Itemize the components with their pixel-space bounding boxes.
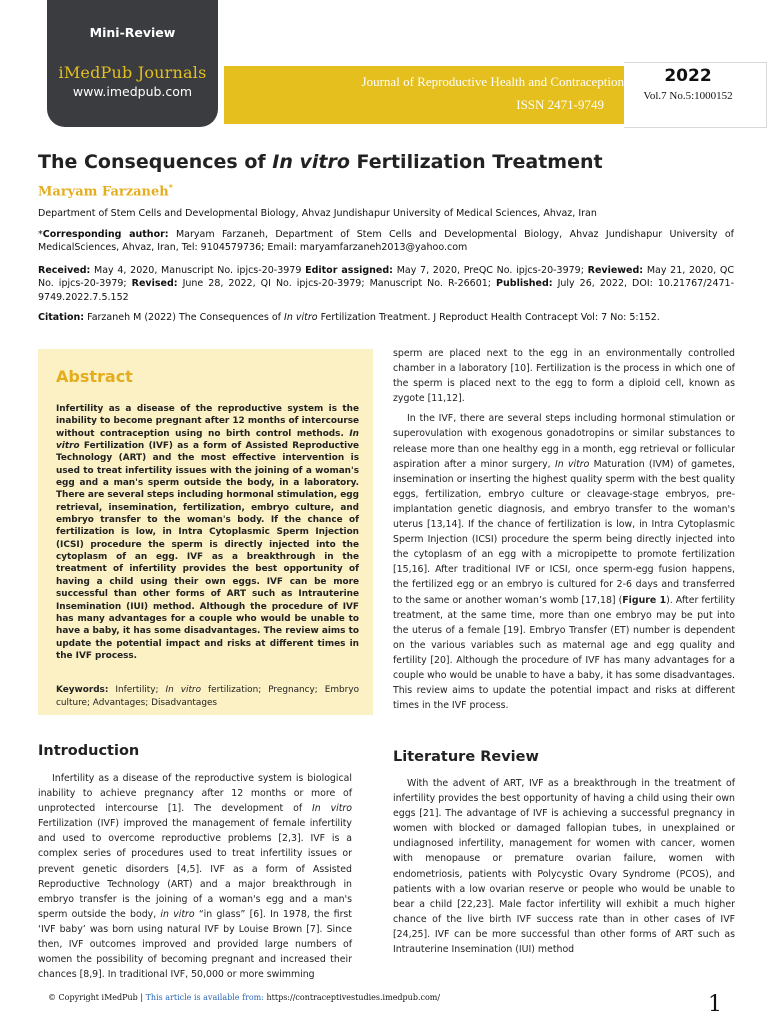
- abstract-heading: Abstract: [56, 367, 133, 386]
- page-number: 1: [708, 992, 722, 1017]
- journal-name: Journal of Reproductive Health and Contraception: [361, 74, 624, 89]
- author-name: Maryam Farzaneh*: [38, 182, 173, 200]
- footer-url-link[interactable]: https://contraceptivestudies.imedpub.com/: [263, 993, 441, 1002]
- availability-label: This article is available from:: [145, 993, 264, 1002]
- issn: ISSN 2471-9749: [516, 97, 604, 112]
- citation: Citation: Farzaneh M (2022) The Consequences of In vitro Fertilization Treatment. J Reproduct Health Contracept Vol: 7 No: 5:152.: [38, 312, 660, 323]
- literature-review-paragraph: With the advent of ART, IVF as a breakthrough in the treatment of infertility provides the best opportunity of having a child using their own eggs [21]. The advantage of IVF is achieving a successful pregnancy in women with blocked or damaged fallopian tubes, in unexplained or undiagnosed infertility, management for women with cancer, women with menopause or premature ovarian failure, women with endometriosis, patients with Polycystic Ovary Syndrome (PCOS), and patients with a low ovarian reserve or people who would be unable to bear a child [22,23]. Male factor infertility will exhibit a much higher chance of the live birth IVF success rate than in other cases of IVF [24,25]. IVF can be more successful than other forms of ART such as Intrauterine Insemination (IUI) method: [393, 778, 735, 956]
- right-column-text: [393, 346, 735, 713]
- copyright: © Copyright iMedPub: [48, 993, 138, 1002]
- introduction-heading: Introduction: [38, 743, 140, 759]
- volume-number: Vol.7 No.5:1000152: [643, 90, 733, 102]
- figure-1-link[interactable]: Figure 1: [622, 594, 667, 606]
- corresponding-author: *Corresponding author: Maryam Farzaneh, Department of Stem Cells and Developmental Biology, Ahvaz Jundishapur University of MedicalSciences, Ahvaz, Iran, Tel: 9104579736; Email: maryamfarzaneh2013@yahoo.com: [38, 229, 734, 254]
- paragraph-ivf-steps: In the IVF, there are several steps including hormonal stimulation or superovulation with exogenous gonadotropins or similar substances to release more than one healthy egg in a month, egg retrieval or follicular aspiration after a minor surgery, In vitro Maturation (IVM) of gametes, insemination or inserting the highest quality sperm with the best quality eggs, fertilization, embryo culture or cleavage-stage embryos, pre-implantation genetic diagnosis, and embryo transfer to the woman's uterus [13,14]. If the chance of fertilization is low, in Intra Cytoplasmic Sperm Injection (ICSI) procedure the sperm being directly injected into the cytoplasm of an egg with a micropipette to promote fertilization [15,16]. After traditional IVF or ICSI, once sperm-egg fusion happens, the fertilized egg or an embryo is cultured for 2-6 days and transferred to the same or another woman’s womb [17,18] (Figure 1). After fertility treatment, at the same time, more than one embryo may be put into the uterus of a female [19]. Embryo Transfer (ET) number is dependent on the various variables such as maternal age and egg quality and fertility [20]. Although the procedure of IVF has many advantages for a couple who would be unable to have a baby, it has some disadvantages. This review aims to update the potential impact and risks at different times in the IVF process.: [393, 413, 736, 712]
- literature-review-text: [393, 776, 735, 957]
- publication-year: 2022: [664, 66, 712, 86]
- publisher-url-link[interactable]: www.imedpub.com: [72, 84, 193, 99]
- affiliation: Department of Stem Cells and Developmental Biology, Ahvaz Jundishapur University of Medical Sciences, Ahvaz, Iran: [38, 208, 597, 219]
- publisher-name: iMedPub Journals: [58, 63, 207, 82]
- article-type-label: Mini-Review: [89, 25, 176, 40]
- abstract-text: Infertility as a disease of the reproductive system is the inability to become pregnant after 12 months of intercourse without contraception using no birth control methods. In vitro Fertilization (IVF) as a form of Assisted Reproductive Technology (ART) and the most effective intervention is used to treat infertility issues with the joining of a woman's egg and a man's sperm outside the body, in a laboratory. There are several steps including hormonal stimulation, egg retrieval, insemination, fertilization, embryo culture, and embryo transfer to the woman's body. If the chance of fertilization is low, in Intra Cytoplasmic Sperm Injection (ICSI) procedure the sperm is directly injected into the cytoplasm of an egg. IVF as a breakthrough in the treatment of infertility provides the best opportunity of having a child using their own eggs. IVF can be more successful than other forms of ART such as Intrauterine Insemination (IUI) method. Although the procedure of IVF has many advantages for a couple who would be unable to have a baby, it has some disadvantages. The review aims to update the potential impact and risks at different times in the IVF process.: [56, 404, 359, 661]
- keywords: Keywords: Infertility; In vitro fertilization; Pregnancy; Embryo culture; Advantages; Disadvantages: [56, 685, 360, 708]
- article-dates: Received: May 4, 2020, Manuscript No. ipjcs-20-3979 Editor assigned: May 7, 2020, PreQC No. ipjcs-20-3979; Reviewed: May 21, 2020, QC No. ipjcs-20-3979; Revised: June 28, 2022, QI No. ipjcs-20-3979; Manuscript No. R-26601; Published: July 26, 2022, DOI: 10.21767/2471-9749.2022.7.5.152: [38, 265, 735, 303]
- introduction-text: [38, 771, 352, 982]
- paragraph-sperm: sperm are placed next to the egg in an environmentally controlled chamber in a laboratory [10]. Fertilization is the process in which one of the sperm is placed next to the egg to form a diploid cell, known as zygote [11,12].: [393, 348, 735, 405]
- footer: © Copyright iMedPub | This article is available from: https://contraceptivestudies.imedpub.com/: [48, 993, 441, 1002]
- article-title: The Consequences of In vitro Fertilization Treatment: [38, 151, 603, 173]
- introduction-paragraph: Infertility as a disease of the reproductive system is biological inability to achieve pregnancy after 12 months or more of unprotected intercourse [1]. The development of In vitro Fertilization (IVF) improved the management of female infertility and used to overcome reproductive problems [2,3]. IVF is a complex series of procedures used to treat infertility issues or prevent genetic disorders [4,5]. IVF as a form of Assisted Reproductive Technology (ART) and a major breakthrough in embryo transfer is the joining of a woman's egg and a man's sperm outside the body, in vitro “in glass” [6]. In 1978, the first ‘IVF baby’ was born using natural IVF by Louise Brown [7]. Since then, IVF outcomes improved and provided large numbers of women the possibility of becoming pregnant and increased their chances [8,9]. In traditional IVF, 50,000 or more swimming: [38, 773, 352, 981]
- literature-review-heading: Literature Review: [393, 749, 539, 765]
